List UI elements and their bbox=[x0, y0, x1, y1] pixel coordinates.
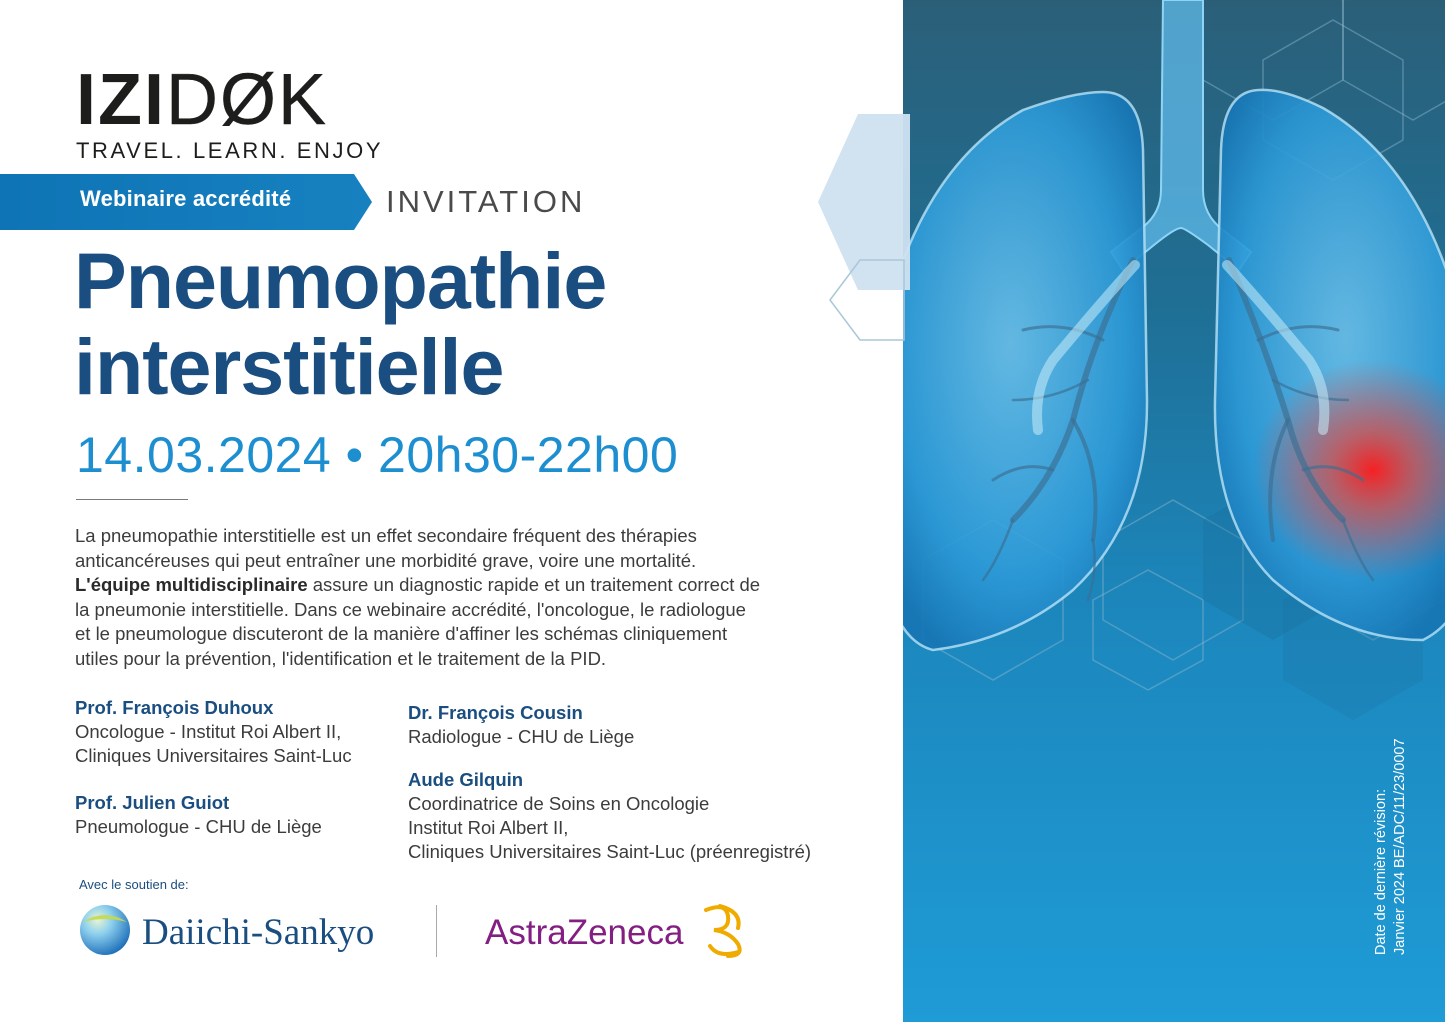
event-title bbox=[74, 238, 874, 410]
speaker-name: Prof. François Duhoux bbox=[75, 697, 274, 718]
astrazeneca-logo bbox=[485, 906, 740, 956]
speaker-role: Cliniques Universitaires Saint-Luc (préenregistré) bbox=[408, 841, 812, 862]
speaker-gilquin bbox=[408, 768, 811, 864]
sponsor-divider bbox=[436, 905, 437, 957]
invitation-label: INVITATION bbox=[386, 184, 586, 219]
title-line-2: interstitielle bbox=[74, 322, 504, 411]
daiichi-sankyo-logo bbox=[80, 905, 374, 955]
description-line: la pneumonie interstitielle. Dans ce webinaire accrédité, l'oncologue, le radiologue bbox=[75, 598, 746, 620]
logo-wordmark bbox=[76, 60, 383, 140]
speaker-role: Coordinatrice de Soins en Oncologie bbox=[408, 793, 710, 814]
description-bold: L'équipe multidisciplinaire bbox=[75, 574, 308, 595]
speaker-name: Aude Gilquin bbox=[408, 769, 524, 790]
speaker-cousin bbox=[408, 701, 634, 749]
lungs-illustration-panel bbox=[903, 0, 1445, 1022]
title-line-1: Pneumopathie bbox=[74, 236, 607, 325]
speaker-duhoux bbox=[75, 696, 352, 768]
speaker-role: Pneumologue - CHU de Liège bbox=[75, 816, 322, 837]
support-label: Avec le soutien de: bbox=[79, 877, 189, 892]
logo-tagline: TRAVEL. LEARN. ENJOY bbox=[76, 138, 384, 163]
astrazeneca-wordmark: AstraZeneca bbox=[485, 913, 684, 952]
revision-line-2: Janvier 2024 BE/ADC/11/23/0007 bbox=[1392, 738, 1408, 955]
description-line: anticancéreuses qui peut entraîner une morbidité grave, voire une mortalité. bbox=[75, 549, 697, 571]
speaker-role: Radiologue - CHU de Liège bbox=[408, 726, 635, 747]
event-datetime: 14.03.2024 • 20h30-22h00 bbox=[76, 427, 679, 483]
sponsor-logos bbox=[78, 900, 778, 960]
daiichi-sankyo-wordmark: Daiichi-Sankyo bbox=[142, 912, 375, 953]
description-line: et le pneumologue discuteront de la manière d'affiner les schémas cliniquement bbox=[75, 623, 728, 644]
astrazeneca-symbol-icon bbox=[706, 906, 740, 956]
revision-note bbox=[1372, 695, 1420, 955]
daiichi-sankyo-emblem-icon bbox=[80, 905, 130, 955]
lungs-illustration bbox=[903, 0, 1445, 1022]
speaker-role: Oncologue - Institut Roi Albert II, bbox=[75, 721, 342, 742]
description-after-bold: assure un diagnostic rapide et un traitement correct de bbox=[307, 574, 761, 595]
speaker-guiot bbox=[75, 791, 322, 839]
description bbox=[75, 524, 875, 671]
logo-dok: DØK bbox=[166, 60, 329, 140]
speaker-role: Institut Roi Albert II, bbox=[408, 817, 569, 838]
speaker-name: Prof. Julien Guiot bbox=[75, 792, 230, 813]
revision-line-1: Date de dernière révision: bbox=[1373, 788, 1389, 955]
speaker-name: Dr. François Cousin bbox=[408, 702, 583, 723]
description-line bbox=[75, 573, 875, 598]
logo-izi: IZI bbox=[76, 60, 166, 140]
description-line: La pneumopathie interstitielle est un effet secondaire fréquent des thérapies bbox=[75, 525, 697, 546]
izidok-logo bbox=[76, 60, 384, 164]
divider-rule bbox=[76, 499, 188, 500]
speaker-role: Cliniques Universitaires Saint-Luc bbox=[75, 745, 352, 766]
description-line: utiles pour la prévention, l'identification et le traitement de la PID. bbox=[75, 647, 607, 669]
accredited-label: Webinaire accrédité bbox=[80, 186, 292, 211]
